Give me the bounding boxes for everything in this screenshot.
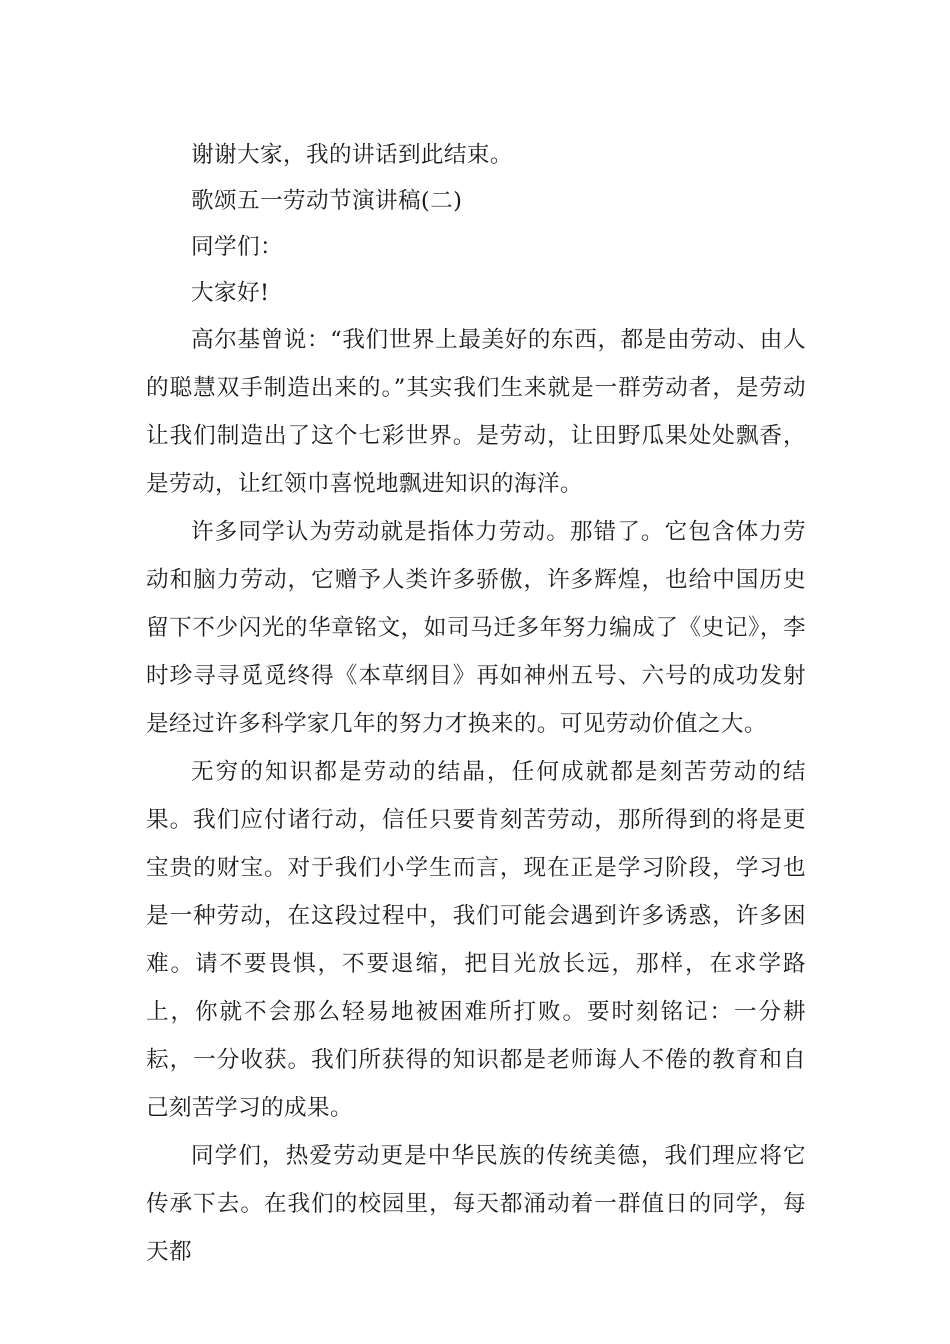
- speech-title: 歌颂五一劳动节演讲稿(二): [191, 188, 463, 214]
- body-paragraph-gorky-quote: 高尔基曾说：“我们世界上最美好的东西，都是由劳动、由人的聪慧双手制造出来的。”其实我们生来就是一群劳动者，是劳动让我们制造出了这个七彩世界。是劳动，让田野瓜果处处飘香，是劳动，让红领巾喜悦地飘进知识的海洋。: [146, 327, 806, 497]
- body-paragraph-knowledge: 无穷的知识都是劳动的结晶，任何成就都是刻苦劳动的结果。我们应付诸行动，信任只要肯刻苦劳动，那所得到的将是更宝贵的财宝。对于我们小学生而言，现在正是学习阶段，学习也是一种劳动，在这段过程中，我们可能会遇到许多诱惑，许多困难。请不要畏惧，不要退缩，把目光放长远，那样，在求学路上，你就不会那么轻易地被困难所打败。要时刻铭记：一分耕耘，一分收获。我们所获得的知识都是老师诲人不倦的教育和自己刻苦学习的成果。: [146, 759, 806, 1121]
- document-body: [146, 132, 806, 1276]
- salutation: 同学们：: [191, 234, 283, 260]
- greeting: 大家好!: [191, 280, 270, 306]
- body-paragraph-physical-mental-labor: 许多同学认为劳动就是指体力劳动。那错了。它包含体力劳动和脑力劳动，它赠予人类许多骄傲，许多辉煌，也给中国历史留下不少闪光的华章铭文，如司马迁多年努力编成了《史记》，李时珍寻寻觅觅终得《本草纲目》再如神州五号、六号的成功发射是经过许多科学家几年的努力才换来的。可见劳动价值之大。: [146, 519, 806, 737]
- body-paragraph-tradition: 同学们，热爱劳动更是中华民族的传统美德，我们理应将它传承下去。在我们的校园里，每天都涌动着一群值日的同学，每天都: [146, 1143, 806, 1265]
- closing-line: 谢谢大家，我的讲话到此结束。: [191, 142, 513, 168]
